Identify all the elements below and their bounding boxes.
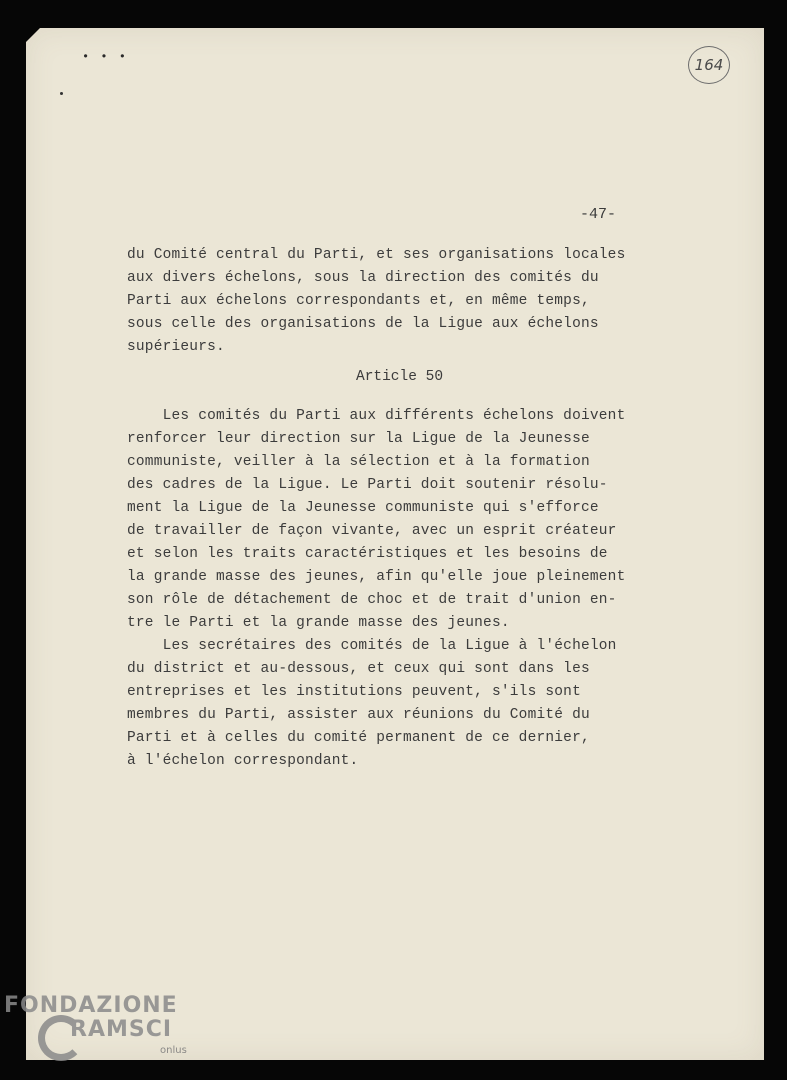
- article-body: [127, 405, 625, 773]
- foundation-watermark: [4, 993, 187, 1056]
- text-line: à l'échelon correspondant.: [127, 753, 359, 769]
- text-line: ment la Ligue de la Jeunesse communiste qui s'efforce: [127, 500, 599, 516]
- archive-stamp: [688, 46, 730, 84]
- text-line: de travailler de façon vivante, avec un esprit créateur: [127, 523, 617, 539]
- text-line: Les comités du Parti aux différents échelons doivent: [127, 408, 626, 424]
- corner-marks: • • •: [82, 50, 129, 64]
- text-line: communiste, veiller à la sélection et à la formation: [127, 454, 590, 470]
- continued-paragraph: [127, 244, 625, 359]
- text-line: membres du Parti, assister aux réunions du Comité du: [127, 707, 590, 723]
- text-line: sous celle des organisations de la Ligue aux échelons: [127, 316, 599, 332]
- watermark-suffix: onlus: [160, 1045, 187, 1056]
- text-line: la grande masse des jeunes, afin qu'elle joue pleinement: [127, 569, 626, 585]
- text-line: Parti et à celles du comité permanent de ce dernier,: [127, 730, 590, 746]
- text-line: du Comité central du Parti, et ses organisations locales: [127, 247, 626, 263]
- watermark-line1: FONDAZIONE: [4, 993, 178, 1018]
- article-heading: Article 50: [356, 369, 444, 385]
- text-line: des cadres de la Ligue. Le Parti doit soutenir résolu-: [127, 477, 608, 493]
- page-number: -47-: [580, 206, 617, 223]
- text-line: Les secrétaires des comités de la Ligue à l'échelon: [127, 638, 617, 654]
- archive-stamp-number: 164: [694, 56, 724, 74]
- text-line: du district et au-dessous, et ceux qui sont dans les: [127, 661, 590, 677]
- watermark-line2: RAMSCI: [70, 1017, 173, 1042]
- text-line: supérieurs.: [127, 339, 225, 355]
- text-line: entreprises et les institutions peuvent, s'ils sont: [127, 684, 581, 700]
- ink-dot: [60, 92, 63, 95]
- text-line: renforcer leur direction sur la Ligue de la Jeunesse: [127, 431, 590, 447]
- text-line: Parti aux échelons correspondants et, en même temps,: [127, 293, 590, 309]
- text-line: aux divers échelons, sous la direction des comités du: [127, 270, 599, 286]
- text-line: et selon les traits caractéristiques et les besoins de: [127, 546, 608, 562]
- text-line: tre le Parti et la grande masse des jeunes.: [127, 615, 510, 631]
- text-line: son rôle de détachement de choc et de trait d'union en-: [127, 592, 617, 608]
